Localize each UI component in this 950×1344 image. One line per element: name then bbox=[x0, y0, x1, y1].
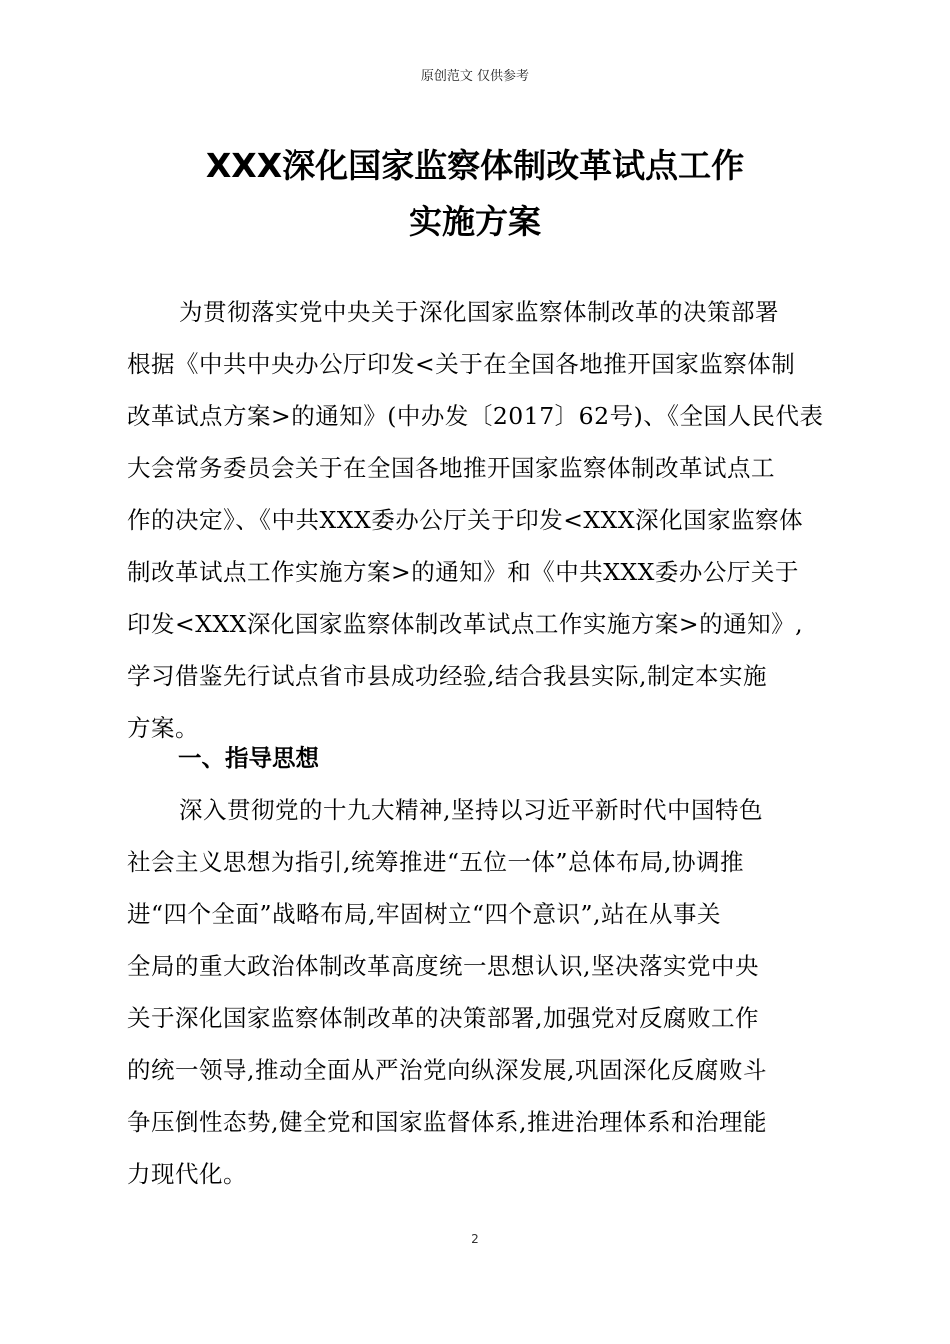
paragraph-line: 全局的重大政治体制改革高度统一思想认识,坚决落实党中央 bbox=[127, 952, 759, 980]
intro-paragraph bbox=[127, 286, 824, 754]
page-number: 2 bbox=[471, 1232, 479, 1246]
paragraph-line: 为贯彻落实党中央关于深化国家监察体制改革的决策部署 bbox=[179, 298, 779, 326]
paragraph-line: 制改革试点工作实施方案>的通知》和《中共XXX委办公厅关于 bbox=[127, 558, 799, 586]
title-line-1: XXX深化国家监察体制改革试点工作 bbox=[205, 146, 745, 185]
paragraph-line: 大会常务委员会关于在全国各地推开国家监察体制改革试点工 bbox=[127, 454, 775, 482]
paragraph-line: 社会主义思想为指引,统筹推进“五位一体”总体布局,协调推 bbox=[127, 848, 744, 876]
paragraph-line: 深入贯彻党的十九大精神,坚持以习近平新时代中国特色 bbox=[179, 796, 763, 824]
title-line-2: 实施方案 bbox=[409, 202, 541, 241]
paragraph-line: 的统一领导,推动全面从严治党向纵深发展,巩固深化反腐败斗 bbox=[127, 1056, 767, 1084]
paragraph-line: 改革试点方案>的通知》(中办发〔2017〕62号)、《全国人民代表 bbox=[127, 402, 824, 430]
paragraph-line: 争压倒性态势,健全党和国家监督体系,推进治理体系和治理能 bbox=[127, 1108, 767, 1136]
paragraph-line: 印发<XXX深化国家监察体制改革试点工作实施方案>的通知》, bbox=[127, 610, 804, 638]
paragraph-line: 力现代化。 bbox=[127, 1160, 247, 1188]
paragraph-line: 关于深化国家监察体制改革的决策部署,加强党对反腐败工作 bbox=[127, 1004, 759, 1032]
document-title bbox=[60, 138, 890, 250]
paragraph-line: 根据《中共中央办公厅印发<关于在全国各地推开国家监察体制 bbox=[127, 350, 796, 378]
paragraph-line: 作的决定》、《中共XXX委办公厅关于印发<XXX深化国家监察体 bbox=[127, 506, 804, 534]
paragraph-line: 进“四个全面”战略布局,牢固树立“四个意识”,站在从事关 bbox=[127, 900, 721, 928]
guiding-thought-paragraph bbox=[127, 784, 821, 1200]
page-header: 原创范文 仅供参考 bbox=[420, 69, 530, 84]
paragraph-line: 方案。 bbox=[127, 714, 199, 742]
section-heading: 一、指导思想 bbox=[178, 744, 319, 772]
paragraph-line: 学习借鉴先行试点省市县成功经验,结合我县实际,制定本实施 bbox=[127, 662, 767, 690]
